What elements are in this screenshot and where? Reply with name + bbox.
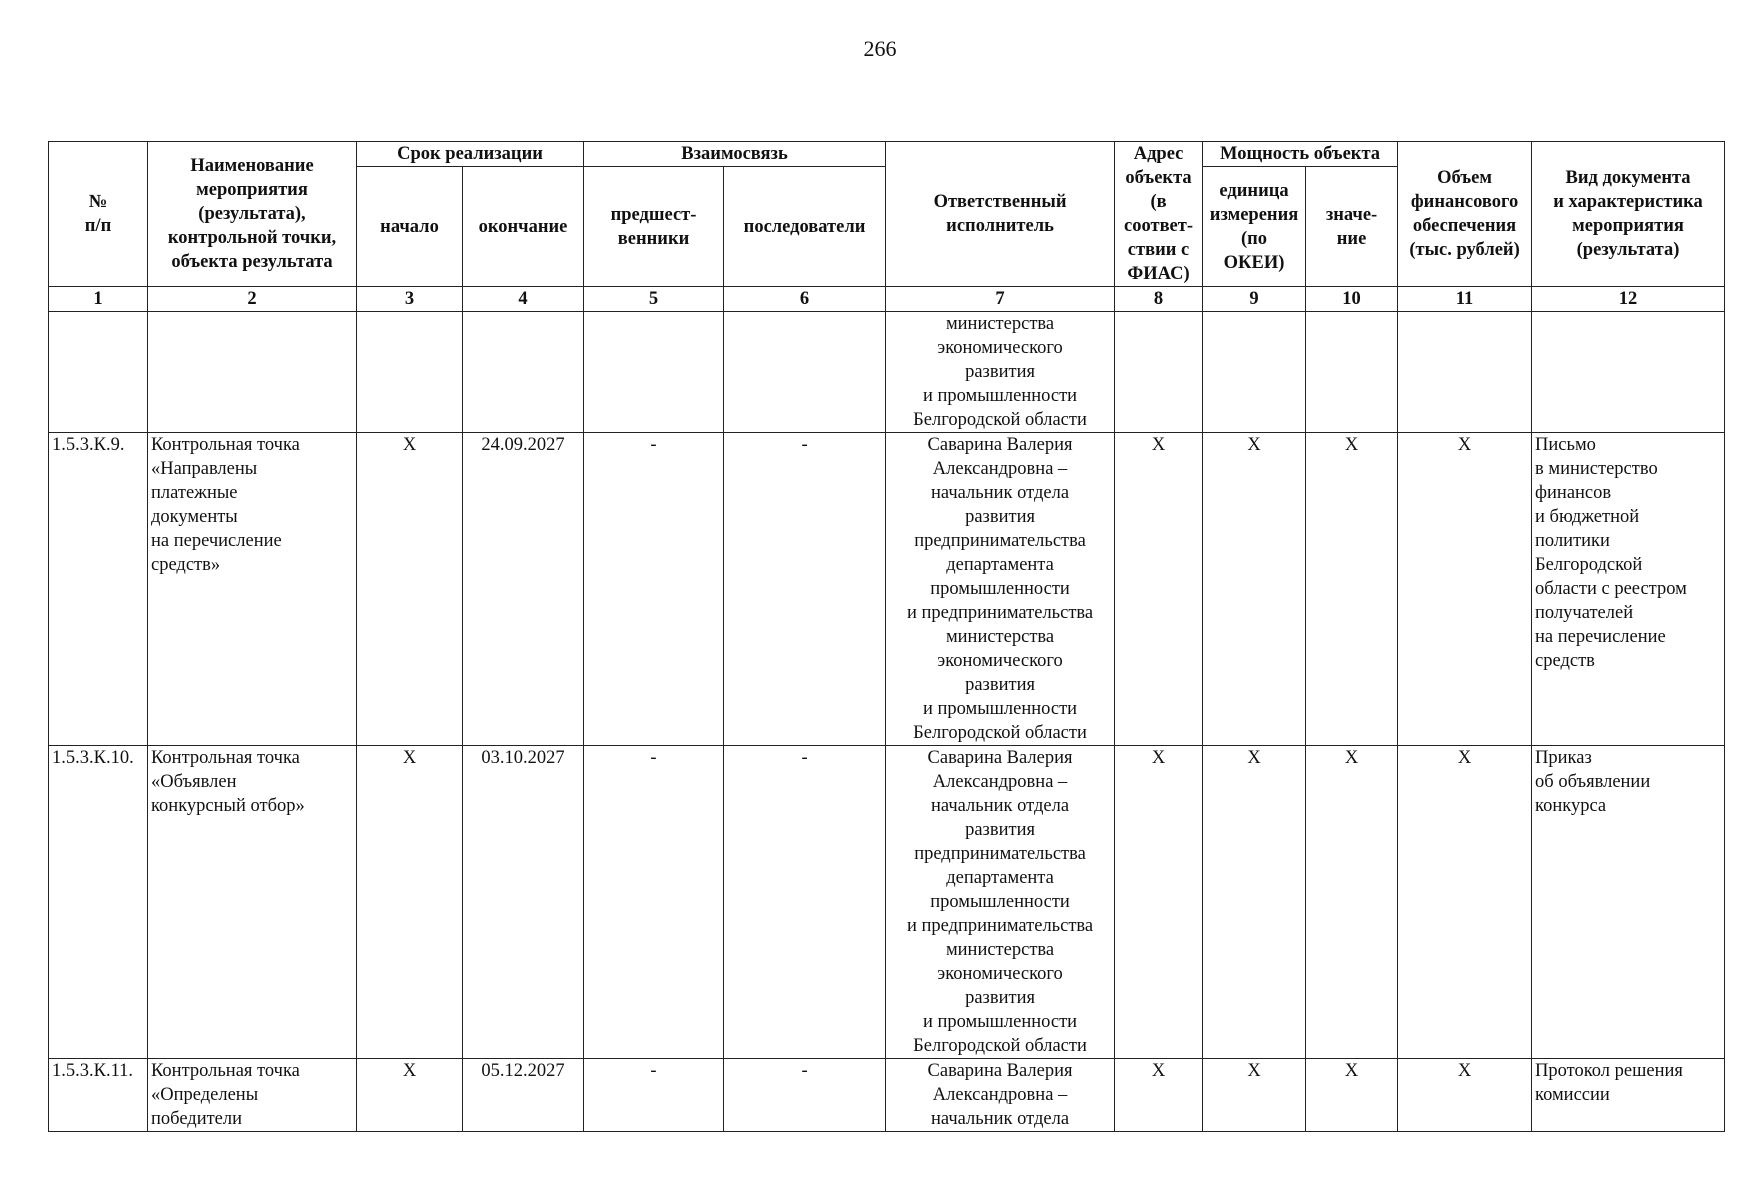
row-successors: - [724,1059,886,1132]
row-value [1306,312,1398,433]
col-number: 4 [463,287,584,312]
row-doc: Приказ об объявлении конкурса [1532,746,1725,1059]
header-finance: Объем финансового обеспечения (тыс. рублей) [1398,142,1532,287]
row-successors [724,312,886,433]
col-number: 10 [1306,287,1398,312]
row-address [1115,312,1203,433]
table-row [49,1059,1725,1132]
row-finance: X [1398,1059,1532,1132]
row-doc: Протокол решения комиссии [1532,1059,1725,1132]
row-end [463,312,584,433]
row-predecessors: - [584,433,724,746]
row-doc: Письмо в министерство финансов и бюджетной политики Белгородской области с реестром получателей на перечисление средств [1532,433,1725,746]
row-predecessors: - [584,746,724,1059]
header-successors: последователи [724,167,886,287]
row-address: X [1115,1059,1203,1132]
row-name: Контрольная точка «Определены победители [148,1059,357,1132]
col-number: 9 [1203,287,1306,312]
row-value: X [1306,1059,1398,1132]
row-start [357,312,463,433]
col-number: 12 [1532,287,1725,312]
row-responsible: министерства экономического развития и промышленности Белгородской области [886,312,1115,433]
row-unit: X [1203,433,1306,746]
col-number: 1 [49,287,148,312]
row-name: Контрольная точка «Направлены платежные документы на перечисление средств» [148,433,357,746]
row-finance: X [1398,746,1532,1059]
row-name [148,312,357,433]
row-num: 1.5.3.К.11. [49,1059,148,1132]
row-responsible: Саварина Валерия Александровна – начальник отдела развития предпринимательства департамента промышленности и предпринимательства министерства экономического развития и промышленности Белгородской области [886,746,1115,1059]
row-address: X [1115,433,1203,746]
header-num: № п/п [49,142,148,287]
row-unit [1203,312,1306,433]
header-end: окончание [463,167,584,287]
header-doc: Вид документа и характеристика мероприятия (результата) [1532,142,1725,287]
row-end: 03.10.2027 [463,746,584,1059]
row-name: Контрольная точка «Объявлен конкурсный отбор» [148,746,357,1059]
header-value: значе- ние [1306,167,1398,287]
plan-table [48,141,1725,1132]
row-start: X [357,1059,463,1132]
table-row [49,746,1725,1059]
header-address: Адрес объекта (в соответ- ствии с ФИАС) [1115,142,1203,287]
row-finance [1398,312,1532,433]
row-finance: X [1398,433,1532,746]
row-unit: X [1203,1059,1306,1132]
row-num: 1.5.3.К.10. [49,746,148,1059]
row-predecessors: - [584,1059,724,1132]
header-power-group: Мощность объекта [1203,142,1398,167]
row-value: X [1306,746,1398,1059]
header-srok-group: Срок реализации [357,142,584,167]
col-number: 3 [357,287,463,312]
row-responsible: Саварина Валерия Александровна – начальник отдела развития предпринимательства департамента промышленности и предпринимательства министерства экономического развития и промышленности Белгородской области [886,433,1115,746]
header-start: начало [357,167,463,287]
row-start: X [357,746,463,1059]
row-doc [1532,312,1725,433]
table-row [49,433,1725,746]
row-unit: X [1203,746,1306,1059]
row-successors: - [724,433,886,746]
row-predecessors [584,312,724,433]
col-number: 11 [1398,287,1532,312]
page-number: 266 [863,36,897,61]
row-num: 1.5.3.К.9. [49,433,148,746]
col-number: 8 [1115,287,1203,312]
col-number: 5 [584,287,724,312]
header-name: Наименование мероприятия (результата), контрольной точки, объекта результата [148,142,357,287]
header-responsible: Ответственный исполнитель [886,142,1115,287]
row-successors: - [724,746,886,1059]
col-number: 6 [724,287,886,312]
header-predecessors: предшест- венники [584,167,724,287]
header-unit: единица измерения (по ОКЕИ) [1203,167,1306,287]
row-address: X [1115,746,1203,1059]
col-number: 7 [886,287,1115,312]
table-row [49,312,1725,433]
header-link-group: Взаимосвязь [584,142,886,167]
row-start: X [357,433,463,746]
row-num [49,312,148,433]
row-end: 05.12.2027 [463,1059,584,1132]
row-responsible: Саварина Валерия Александровна – начальник отдела [886,1059,1115,1132]
row-end: 24.09.2027 [463,433,584,746]
row-value: X [1306,433,1398,746]
col-number: 2 [148,287,357,312]
